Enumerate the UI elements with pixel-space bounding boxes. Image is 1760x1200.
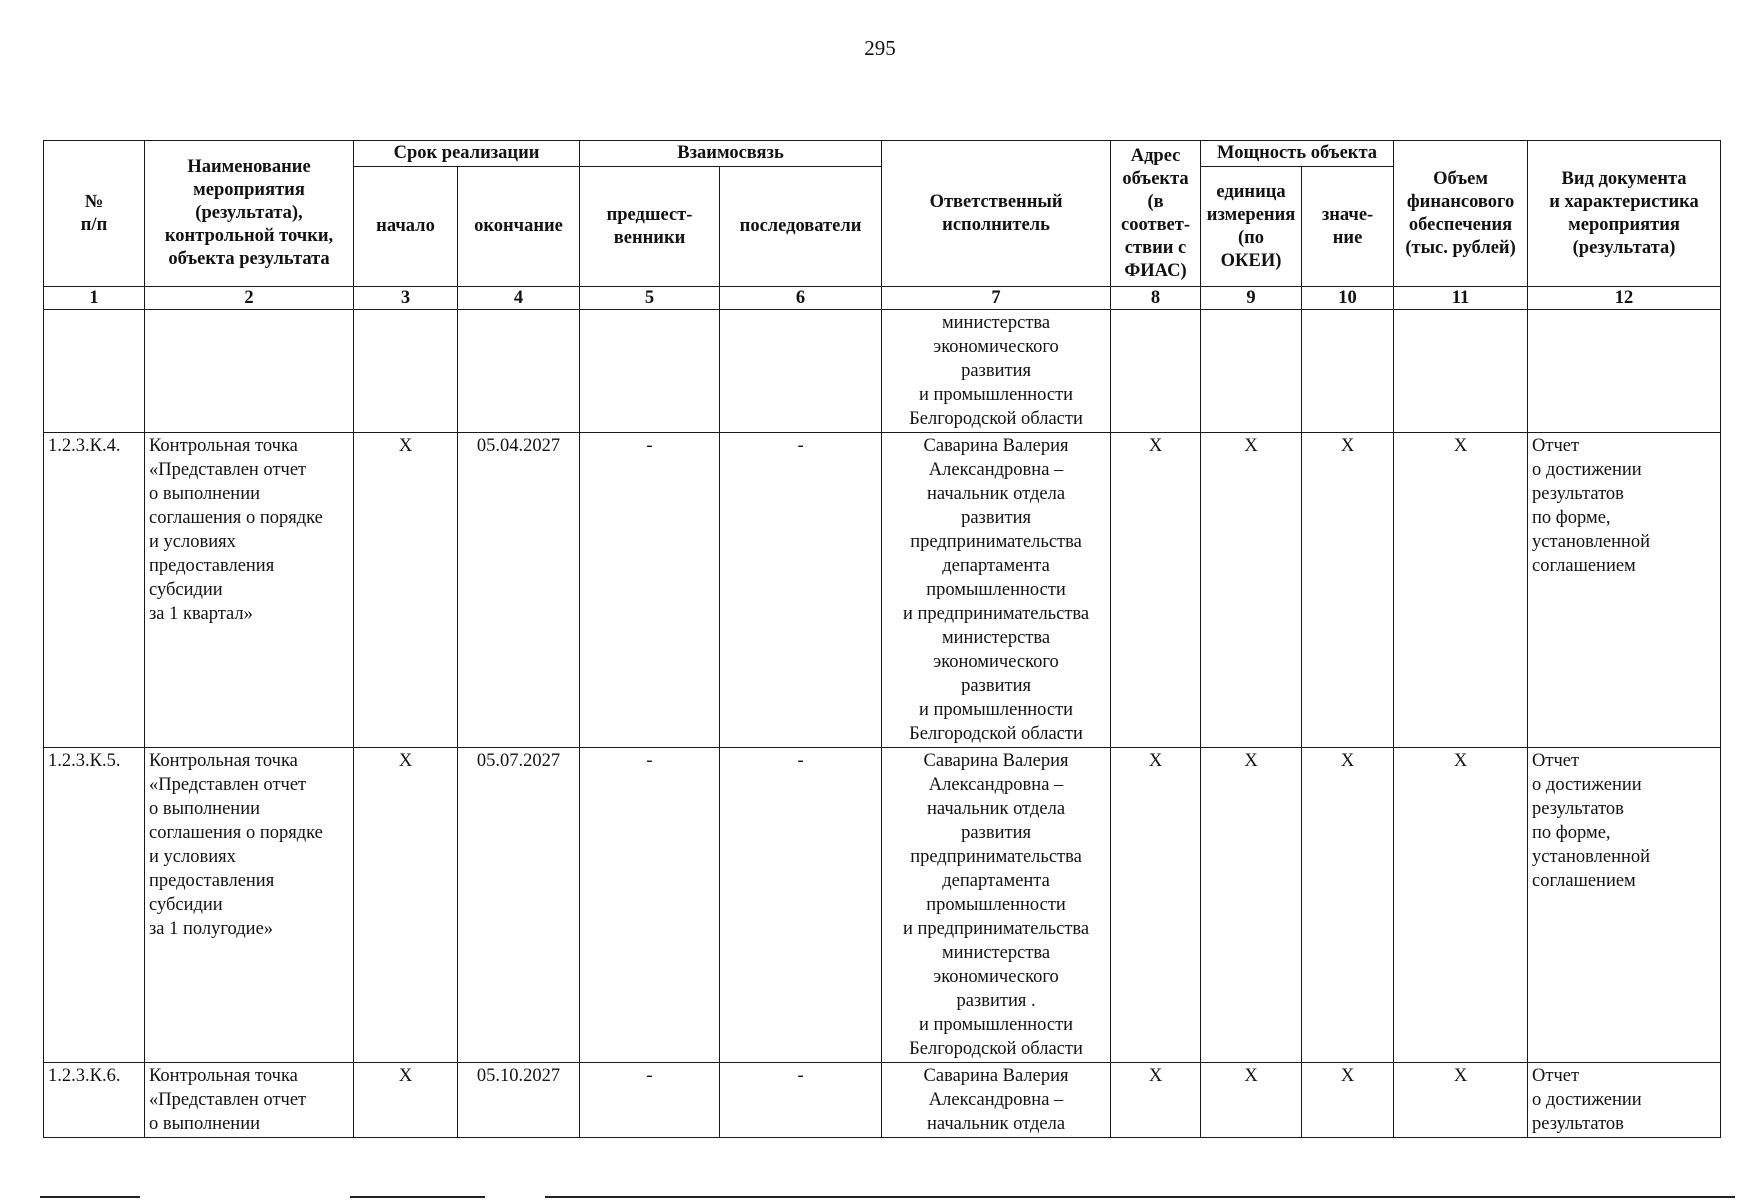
text-line: № (84, 191, 104, 212)
text-line: начальник отдела (927, 799, 1066, 819)
text-line: объекта (1122, 168, 1189, 189)
text-line: соглашения о порядке (149, 508, 323, 528)
cell-predecessors: - (580, 1063, 720, 1138)
cell-unit (1201, 310, 1302, 433)
header-doc (1528, 141, 1721, 287)
text-line: Контрольная точка (149, 751, 298, 771)
text-line: развития (961, 676, 1031, 696)
text-line: мероприятия (1568, 214, 1680, 235)
header-start: начало (354, 167, 458, 287)
text-line: венники (613, 227, 686, 248)
text-line: министерства (941, 943, 1051, 963)
text-line: и характеристика (1549, 191, 1699, 212)
text-line: Белгородской области (909, 1039, 1083, 1059)
text-line: ние (1332, 227, 1363, 248)
cell-num: 1.2.3.К.4. (44, 433, 145, 748)
text-line: Ответственный (929, 191, 1063, 212)
header-relation: Взаимосвязь (580, 141, 882, 167)
text-line: финансового (1406, 191, 1515, 212)
text-line: экономического (933, 967, 1059, 987)
cell-name (145, 433, 354, 748)
column-number: 9 (1201, 287, 1302, 310)
cell-name (145, 310, 354, 433)
text-line: (результата) (1572, 237, 1676, 258)
text-line: соглашения о порядке (149, 823, 323, 843)
table-row (44, 433, 1721, 748)
text-line: за 1 полугодие» (149, 919, 274, 939)
text-line: (в (1147, 191, 1164, 212)
text-line: Саварина Валерия (923, 751, 1069, 771)
cell-predecessors: - (580, 748, 720, 1063)
text-line: субсидии (149, 895, 223, 915)
text-line: предпринимательства (910, 847, 1082, 867)
text-line: о выполнении (149, 1114, 260, 1134)
text-line: результатов (1532, 799, 1624, 819)
header-name (145, 141, 354, 287)
page-number: 295 (864, 36, 896, 60)
text-line: о достижении (1532, 1090, 1642, 1110)
text-line: Отчет (1532, 436, 1580, 456)
header-address (1111, 141, 1201, 287)
text-line: Наименование (187, 157, 311, 177)
text-line: по форме, (1532, 823, 1611, 843)
text-line: объекта результата (168, 249, 330, 269)
header-end: окончание (458, 167, 580, 287)
text-line: Отчет (1532, 751, 1580, 771)
text-line: результатов (1532, 484, 1624, 504)
table-row (44, 748, 1721, 1063)
text-line: начальник отдела (927, 1114, 1066, 1134)
column-number: 12 (1528, 287, 1721, 310)
text-line: экономического (933, 652, 1059, 672)
text-line: Саварина Валерия (923, 1066, 1069, 1086)
cell-executor (882, 748, 1111, 1063)
text-line: и промышленности (918, 1015, 1074, 1035)
text-line: Объем (1433, 168, 1488, 189)
text-line: п/п (80, 214, 108, 235)
cell-executor (882, 310, 1111, 433)
cell-value (1302, 310, 1394, 433)
cell-followers: - (720, 748, 882, 1063)
text-line: значе- (1321, 204, 1374, 225)
cell-funding (1394, 310, 1528, 433)
header-funding (1394, 141, 1528, 287)
text-line: департамента (942, 871, 1050, 891)
cell-executor (882, 433, 1111, 748)
text-line: и предпринимательства (902, 604, 1090, 624)
cell-address: Х (1111, 433, 1201, 748)
text-line: предпринимательства (910, 532, 1082, 552)
column-number: 2 (145, 287, 354, 310)
text-line: министерства (941, 628, 1051, 648)
text-line: ОКЕИ) (1220, 250, 1282, 271)
cell-followers: - (720, 1063, 882, 1138)
cell-doc (1528, 1063, 1721, 1138)
text-line: Отчет (1532, 1066, 1580, 1086)
text-line: Контрольная точка (149, 436, 298, 456)
text-line: (по (1237, 227, 1265, 248)
text-line: субсидии (149, 580, 223, 600)
text-line: промышленности (926, 895, 1066, 915)
text-line: экономического (933, 337, 1059, 357)
text-line: министерства (941, 313, 1051, 333)
text-line: измерения (1206, 204, 1296, 225)
text-line: результатов (1532, 1114, 1624, 1134)
cell-value: Х (1302, 748, 1394, 1063)
cell-doc (1528, 433, 1721, 748)
text-line: о достижении (1532, 775, 1642, 795)
text-line: мероприятия (193, 180, 305, 200)
text-line: установленной (1532, 847, 1651, 867)
bottom-rule (40, 1196, 140, 1198)
text-line: развития . (956, 991, 1036, 1011)
cell-doc (1528, 310, 1721, 433)
text-line: и условиях (149, 847, 236, 867)
header-capacity: Мощность объекта (1201, 141, 1394, 167)
bottom-rule (545, 1196, 1735, 1198)
text-line: Саварина Валерия (923, 436, 1069, 456)
cell-executor (882, 1063, 1111, 1138)
column-number: 1 (44, 287, 145, 310)
column-number: 7 (882, 287, 1111, 310)
cell-num (44, 310, 145, 433)
header-num (44, 141, 145, 287)
text-line: (результата), (195, 203, 303, 223)
cell-value: Х (1302, 433, 1394, 748)
text-line: установленной (1532, 532, 1651, 552)
cell-funding: Х (1394, 1063, 1528, 1138)
header-period: Срок реализации (354, 141, 580, 167)
cell-end: 05.04.2027 (458, 433, 580, 748)
text-line: о достижении (1532, 460, 1642, 480)
cell-start: Х (354, 1063, 458, 1138)
text-line: Белгородской области (909, 724, 1083, 744)
text-line: ФИАС) (1124, 260, 1187, 281)
column-number-row (44, 287, 1721, 310)
cell-start (354, 310, 458, 433)
column-number: 11 (1394, 287, 1528, 310)
text-line: за 1 квартал» (149, 604, 253, 624)
table-header (44, 141, 1721, 310)
text-line: единица (1216, 181, 1286, 202)
cell-unit: Х (1201, 433, 1302, 748)
table-row (44, 1063, 1721, 1138)
text-line: соответ- (1121, 214, 1191, 235)
cell-address (1111, 310, 1201, 433)
cell-funding: Х (1394, 433, 1528, 748)
text-line: ствии с (1124, 237, 1187, 258)
text-line: и промышленности (918, 385, 1074, 405)
cell-end: 05.10.2027 (458, 1063, 580, 1138)
column-number: 3 (354, 287, 458, 310)
text-line: предшест- (606, 204, 693, 225)
header-unit (1201, 167, 1302, 287)
cell-followers (720, 310, 882, 433)
column-number: 6 (720, 287, 882, 310)
text-line: соглашением (1532, 556, 1636, 576)
text-line: Александровна – (928, 460, 1064, 480)
text-line: промышленности (926, 580, 1066, 600)
text-line: и условиях (149, 532, 236, 552)
cell-address: Х (1111, 748, 1201, 1063)
text-line: (тыс. рублей) (1405, 237, 1516, 258)
cell-start: Х (354, 433, 458, 748)
table-body (44, 310, 1721, 1138)
plan-table (43, 140, 1721, 1138)
text-line: Адрес (1130, 145, 1181, 166)
cell-followers: - (720, 433, 882, 748)
column-number: 5 (580, 287, 720, 310)
cell-address: Х (1111, 1063, 1201, 1138)
text-line: и предпринимательства (902, 919, 1090, 939)
text-line: о выполнении (149, 484, 260, 504)
text-line: исполнитель (942, 214, 1050, 235)
text-line: Вид документа (1561, 168, 1687, 189)
column-number: 10 (1302, 287, 1394, 310)
text-line: контрольной точки, (164, 226, 334, 246)
cell-end: 05.07.2027 (458, 748, 580, 1063)
table-row-continuation (44, 310, 1721, 433)
cell-predecessors: - (580, 433, 720, 748)
cell-unit: Х (1201, 1063, 1302, 1138)
cell-start: Х (354, 748, 458, 1063)
text-line: развития (961, 361, 1031, 381)
cell-name (145, 1063, 354, 1138)
text-line: «Представлен отчет (149, 460, 307, 480)
text-line: о выполнении (149, 799, 260, 819)
text-line: предоставления (149, 871, 275, 891)
text-line: «Представлен отчет (149, 1090, 307, 1110)
bottom-rule (350, 1196, 485, 1198)
text-line: развития (961, 508, 1031, 528)
text-line: предоставления (149, 556, 275, 576)
text-line: Александровна – (928, 1090, 1064, 1110)
cell-predecessors (580, 310, 720, 433)
cell-num: 1.2.3.К.5. (44, 748, 145, 1063)
cell-num: 1.2.3.К.6. (44, 1063, 145, 1138)
text-line: развития (961, 823, 1031, 843)
text-line: «Представлен отчет (149, 775, 307, 795)
cell-name (145, 748, 354, 1063)
text-line: соглашением (1532, 871, 1636, 891)
cell-value: Х (1302, 1063, 1394, 1138)
text-line: Александровна – (928, 775, 1064, 795)
text-line: по форме, (1532, 508, 1611, 528)
cell-end (458, 310, 580, 433)
text-line: Контрольная точка (149, 1066, 298, 1086)
header-followers: последователи (720, 167, 882, 287)
column-number: 4 (458, 287, 580, 310)
header-predecessors (580, 167, 720, 287)
text-line: департамента (942, 556, 1050, 576)
cell-doc (1528, 748, 1721, 1063)
text-line: начальник отдела (927, 484, 1066, 504)
text-line: и промышленности (918, 700, 1074, 720)
text-line: обеспечения (1408, 214, 1513, 235)
header-value (1302, 167, 1394, 287)
header-executor (882, 141, 1111, 287)
cell-unit: Х (1201, 748, 1302, 1063)
cell-funding: Х (1394, 748, 1528, 1063)
text-line: Белгородской области (909, 409, 1083, 429)
column-number: 8 (1111, 287, 1201, 310)
